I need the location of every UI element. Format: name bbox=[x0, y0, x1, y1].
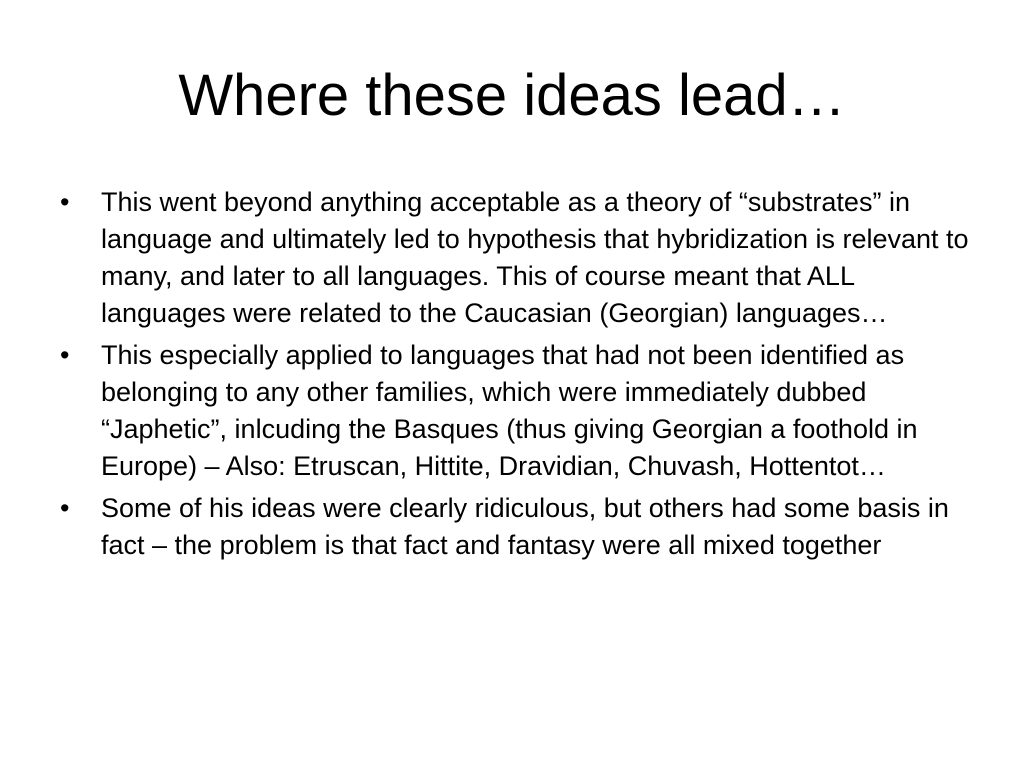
bullet-item bbox=[56, 337, 976, 485]
bullet-point-icon: • bbox=[60, 340, 70, 370]
bullet-list bbox=[56, 184, 976, 569]
bullet-item bbox=[56, 490, 976, 564]
bullet-text: Some of his ideas were clearly ridiculous, but others had some basis in fact – the problem is that fact and fantasy were all mixed together bbox=[101, 493, 949, 560]
bullet-text: This especially applied to languages that had not been identified as belonging to any other families, which were immediately dubbed “Japhetic”, inlcuding the Basques (thus giving Georgian a foothold in Europe) – Also: Etruscan, Hittite, Dravidian, Chuvash, Hottentot… bbox=[101, 340, 918, 481]
bullet-item bbox=[56, 184, 976, 332]
bullet-point-icon: • bbox=[60, 187, 70, 217]
bullet-text: This went beyond anything acceptable as a theory of “substrates” in language and ultimately led to hypothesis that hybridization is relevant to many, and later to all languages. This of course meant that ALL languages were related to the Caucasian (Georgian) languages… bbox=[101, 187, 969, 328]
slide-title: Where these ideas lead… bbox=[178, 63, 846, 128]
bullet-point-icon: • bbox=[60, 493, 70, 523]
